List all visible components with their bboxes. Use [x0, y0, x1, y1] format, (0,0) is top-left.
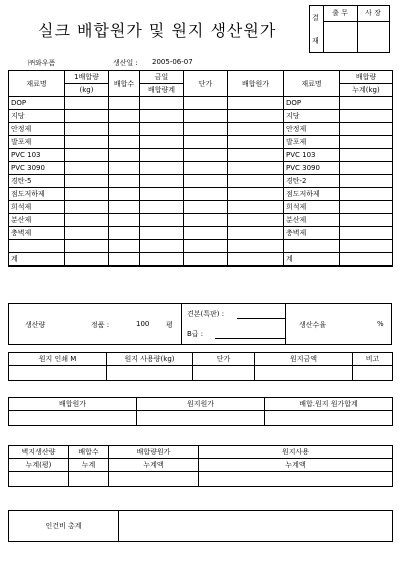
material-right: 충벽제: [284, 227, 340, 240]
table-row: [9, 110, 393, 123]
mix-cost: 배합량원가: [109, 446, 199, 459]
table-row: [9, 175, 393, 188]
page-title: 실크 배합원가 및 원지 생산원가: [38, 21, 277, 40]
paper-amount: 원지금액: [255, 353, 353, 366]
table-row: [9, 162, 393, 175]
mix-table: [8, 70, 393, 267]
production-date-label: 생산일 :: [113, 59, 138, 67]
material-right: 경탄-2: [284, 175, 340, 188]
material-left: 분산제: [9, 214, 65, 227]
material-right: 안정제: [284, 123, 340, 136]
table-row: [9, 188, 393, 201]
material-left: PVC 103: [9, 149, 65, 162]
production-label: 생산량: [25, 321, 46, 329]
material-left: 안정제: [9, 123, 65, 136]
cost-table: [8, 397, 393, 426]
material-left: 발포제: [9, 136, 65, 149]
table-row: [9, 240, 393, 253]
material-right: 발포제: [284, 136, 340, 149]
material-right: PVC 103: [284, 149, 340, 162]
material-left: DOP: [9, 97, 65, 110]
table-row: [9, 97, 393, 110]
cumulative-amount: 누계액: [109, 459, 199, 472]
approval-label: 결 재: [310, 6, 324, 52]
header-today-sum: 배합량계: [140, 84, 184, 97]
material-right: PVC 3090: [284, 162, 340, 175]
paper-table: [8, 352, 393, 381]
table-row: [9, 366, 393, 381]
header-mix-amount: 배합량: [340, 71, 393, 84]
b-grade-label: B급 :: [187, 330, 204, 338]
paper-use: 원지사용: [199, 446, 393, 459]
table-row: [9, 214, 393, 227]
header-mix-cost: 배합원가: [228, 71, 284, 97]
header-cumulative: 누계(kg): [340, 84, 393, 97]
paper-print: 원지 인쇄 M: [9, 353, 107, 366]
header-today: 금일: [140, 71, 184, 84]
paper-note: 비고: [353, 353, 393, 366]
table-row: [9, 201, 393, 214]
approval-ceo: 사 장: [357, 6, 389, 22]
summary-table: [8, 445, 393, 487]
header-material-2: 재료명: [284, 71, 340, 97]
production-section: [8, 303, 392, 345]
area-unit: 평: [166, 321, 173, 329]
cumulative: 누계: [69, 459, 109, 472]
total-left: 계: [9, 253, 65, 267]
table-row: [9, 123, 393, 136]
material-left: 경탄-5: [9, 175, 65, 188]
labor-table: [8, 510, 393, 542]
material-right: 점도저하제: [284, 188, 340, 201]
header-material: 재료명: [9, 71, 65, 97]
material-left: 희석제: [9, 201, 65, 214]
table-row: [9, 136, 393, 149]
cost-mix: 배합원가: [9, 398, 137, 411]
cost-paper: 원지원가: [137, 398, 265, 411]
material-left: 점도저하제: [9, 188, 65, 201]
yield-label: 생산수율: [299, 321, 327, 329]
header-kg: (kg): [65, 84, 109, 97]
regular-label: 정품 :: [91, 321, 110, 329]
paper-unit-price: 단가: [193, 353, 255, 366]
table-row: [9, 472, 393, 487]
table-row: [9, 227, 393, 240]
material-left: 충벽제: [9, 227, 65, 240]
approval-divider: [357, 21, 358, 52]
material-right: 지당: [284, 110, 340, 123]
wallpaper-output: 벽지생산량: [9, 446, 69, 459]
cumulative-amount-2: 누계액: [199, 459, 393, 472]
total-right: 계: [284, 253, 340, 267]
header-one-amount: 1배합량: [65, 71, 109, 84]
percent-label: %: [377, 320, 384, 328]
mix-count: 배합수: [69, 446, 109, 459]
header-unit-price: 단가: [184, 71, 228, 97]
total-row: [9, 253, 393, 267]
material-right: DOP: [284, 97, 340, 110]
cost-total: 배합.원지 원가합계: [265, 398, 393, 411]
material-right: 희석제: [284, 201, 340, 214]
regular-qty: 100: [136, 320, 150, 328]
company-name: ㈜와우폼: [28, 59, 56, 67]
material-left: 지당: [9, 110, 65, 123]
approval-box: [309, 5, 390, 53]
material-left: PVC 3090: [9, 162, 65, 175]
cumulative-pyeong: 누계(평): [9, 459, 69, 472]
table-row: [9, 411, 393, 426]
header-times: 배합수: [109, 71, 140, 97]
paper-usage: 원지 사용량(kg): [107, 353, 193, 366]
production-date: 2005-06-07: [152, 58, 193, 66]
sample-label: 견본(특판) :: [187, 310, 225, 318]
table-row: [9, 149, 393, 162]
material-right: 분산제: [284, 214, 340, 227]
labor-total-label: 인건비 총계: [9, 511, 119, 542]
approval-staff: 출 무: [323, 6, 358, 22]
